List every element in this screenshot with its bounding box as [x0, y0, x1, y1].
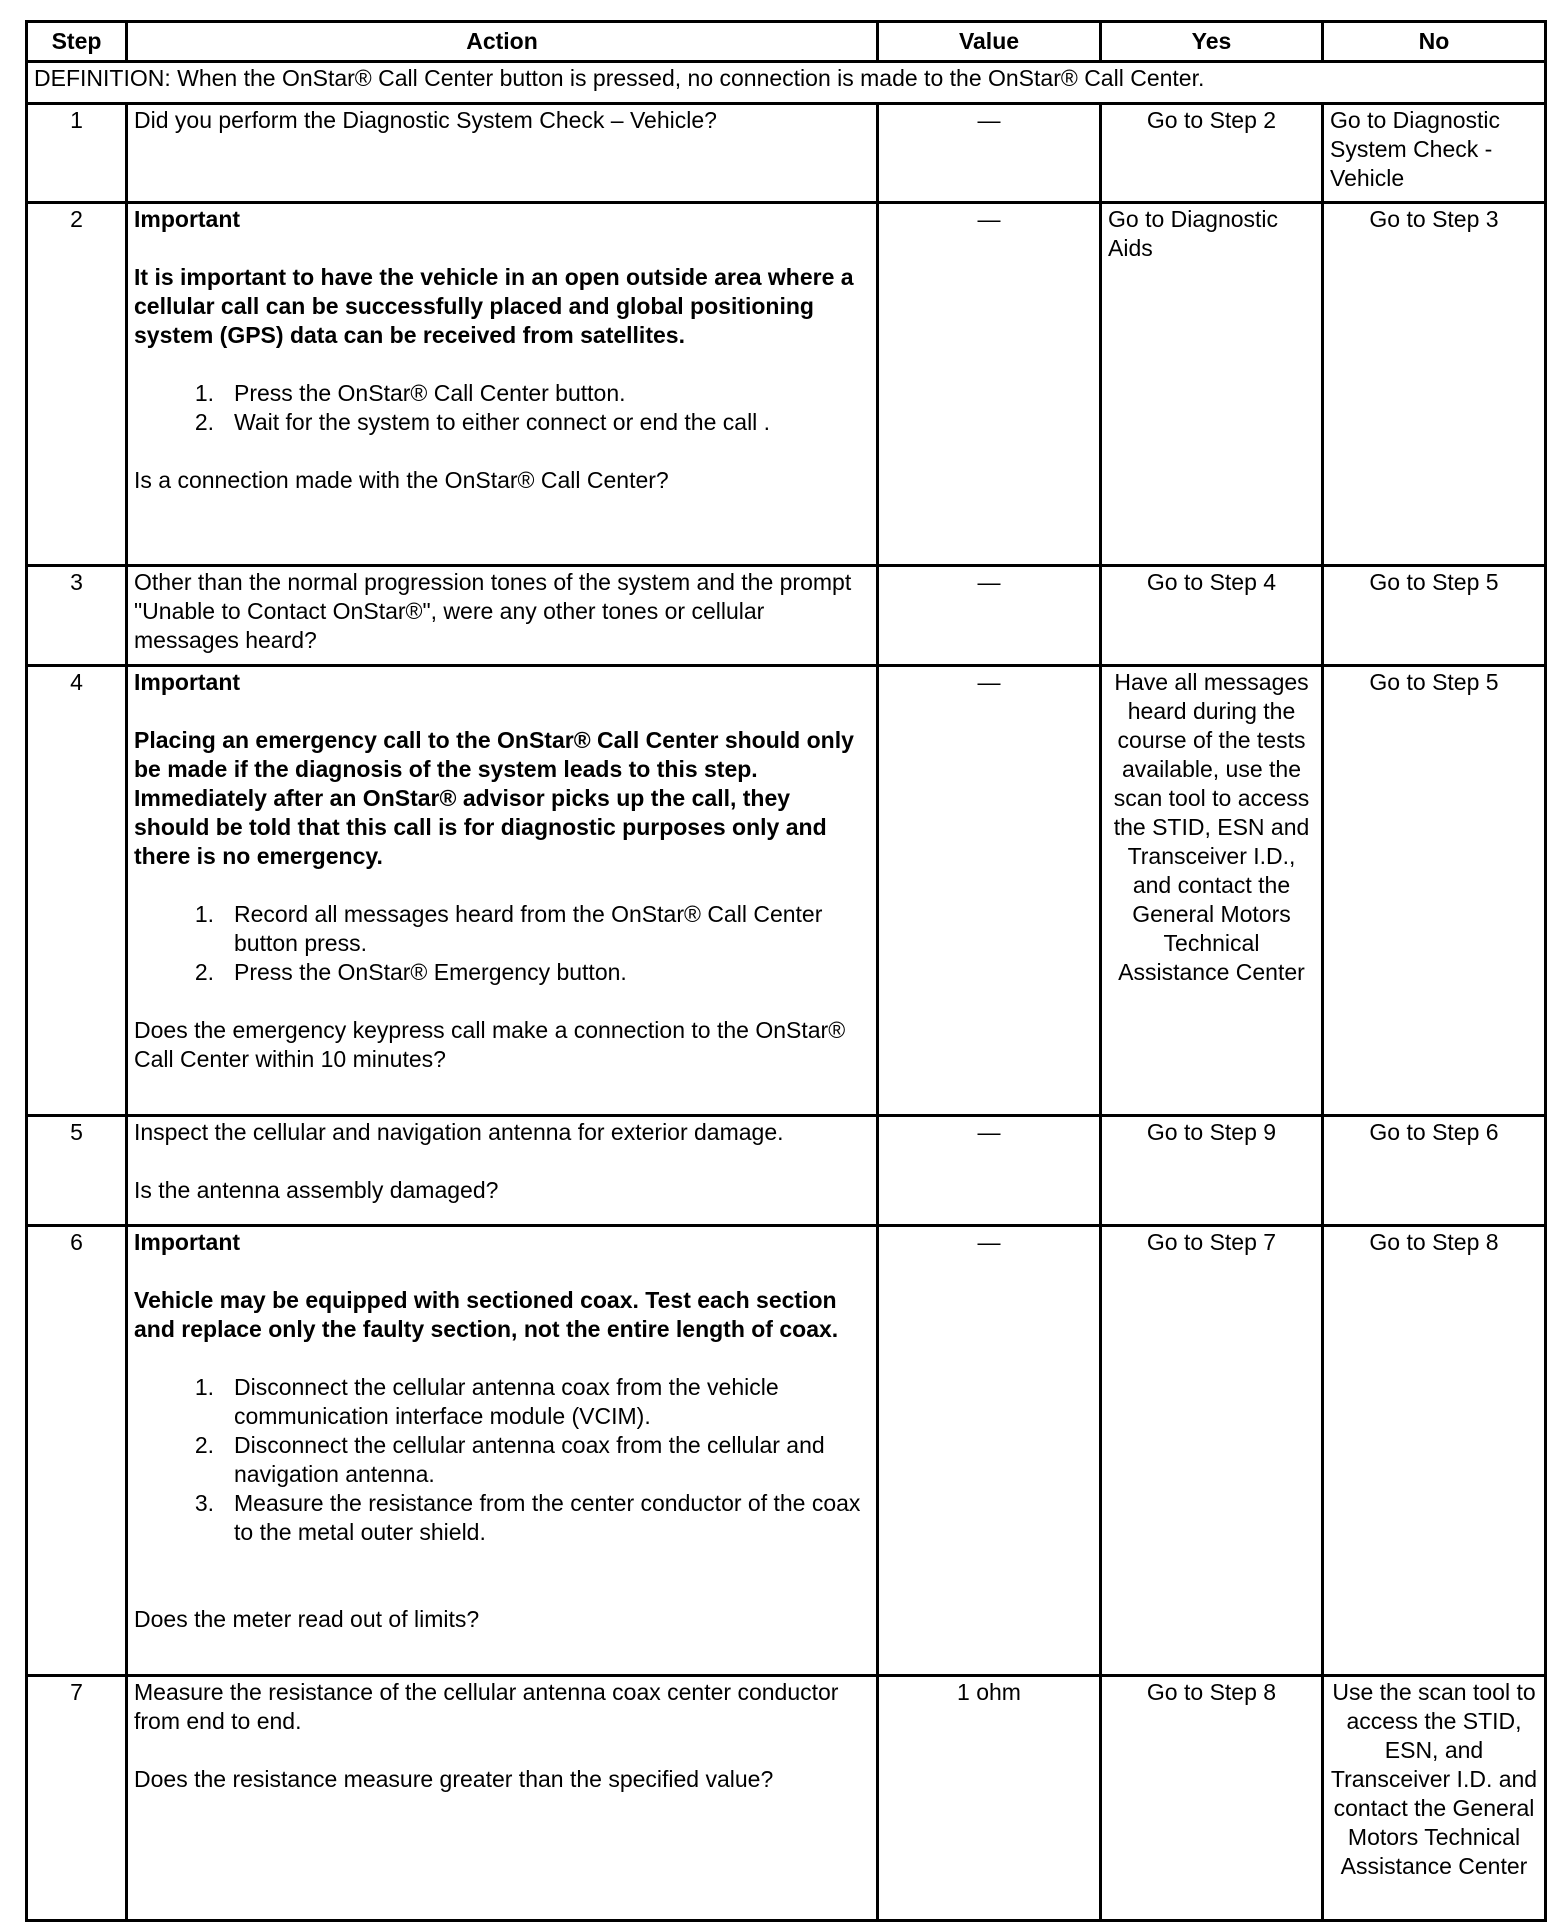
question-text: Is the antenna assembly damaged? [134, 1177, 499, 1203]
header-no: No [1323, 22, 1546, 62]
question-text: Other than the normal progression tones of the system and the prompt "Unable to Contact OnStar®", were any other tones or cellular messages heard? [134, 569, 852, 653]
table-row [27, 1676, 1546, 1921]
step-number: 6 [27, 1226, 127, 1676]
no-cell: Use the scan tool to access the STID, ESN, and Transceiver I.D. and contact the General Motors Technical Assistance Center [1323, 1676, 1546, 1921]
step-number: 7 [27, 1676, 127, 1921]
action-cell [127, 1116, 878, 1226]
no-cell: Go to Step 6 [1323, 1116, 1546, 1226]
action-text: Measure the resistance of the cellular antenna coax center conductor from end to end. [134, 1679, 839, 1734]
definition-row [27, 62, 1546, 104]
header-action: Action [127, 22, 878, 62]
table-row [27, 1116, 1546, 1226]
value-cell: — [878, 1226, 1101, 1676]
question-text: Does the emergency keypress call make a connection to the OnStar® Call Center within 10 minutes? [134, 1017, 846, 1072]
important-label: Important [134, 1229, 241, 1255]
table-row [27, 666, 1546, 1116]
no-cell: Go to Step 8 [1323, 1226, 1546, 1676]
no-cell: Go to Step 5 [1323, 666, 1546, 1116]
header-value: Value [878, 22, 1101, 62]
diagnostic-table [25, 20, 1547, 1922]
action-cell [127, 566, 878, 666]
important-text: Placing an emergency call to the OnStar® Call Center should only be made if the diagnosis of the system leads to this step. Immediately after an OnStar® advisor picks up the call, they should be told that this call is for diagnostic purposes only and there is no emergency. [134, 727, 854, 869]
important-text: Vehicle may be equipped with sectioned coax. Test each section and replace only the faulty section, not the entire length of coax. [134, 1287, 839, 1342]
value-cell: — [878, 666, 1101, 1116]
action-cell [127, 666, 878, 1116]
table-row [27, 203, 1546, 566]
step-number: 5 [27, 1116, 127, 1226]
procedure-list [134, 379, 870, 437]
value-cell: — [878, 203, 1101, 566]
yes-cell: Go to Step 9 [1101, 1116, 1323, 1226]
table-row [27, 104, 1546, 203]
action-cell [127, 203, 878, 566]
action-cell [127, 104, 878, 203]
question-text: Did you perform the Diagnostic System Check – Vehicle? [134, 107, 717, 133]
procedure-list [134, 900, 870, 987]
important-label: Important [134, 669, 241, 695]
step-number: 4 [27, 666, 127, 1116]
no-cell: Go to Step 3 [1323, 203, 1546, 566]
list-item: 2. Wait for the system to either connect or end the call . [194, 409, 771, 435]
no-cell: Go to Step 5 [1323, 566, 1546, 666]
list-item: 1. Press the OnStar® Call Center button. [194, 380, 626, 406]
question-text: Does the meter read out of limits? [134, 1606, 480, 1632]
yes-cell: Go to Step 7 [1101, 1226, 1323, 1676]
table-row [27, 1226, 1546, 1676]
step-number: 1 [27, 104, 127, 203]
yes-cell: Go to Step 4 [1101, 566, 1323, 666]
action-text: Inspect the cellular and navigation antenna for exterior damage. [134, 1119, 784, 1145]
yes-cell: Go to Step 2 [1101, 104, 1323, 203]
yes-cell: Go to Diagnostic Aids [1101, 203, 1323, 566]
diagnostic-document [25, 20, 1547, 1922]
important-label: Important [134, 206, 241, 232]
list-item: 1. Disconnect the cellular antenna coax from the vehicle communication interface module (VCIM). [194, 1374, 779, 1429]
header-row [27, 22, 1546, 62]
question-text: Does the resistance measure greater than the specified value? [134, 1766, 774, 1792]
question-text: Is a connection made with the OnStar® Call Center? [134, 467, 669, 493]
no-cell: Go to Diagnostic System Check - Vehicle [1323, 104, 1546, 203]
list-item: 2. Press the OnStar® Emergency button. [194, 959, 627, 985]
important-text: It is important to have the vehicle in an open outside area where a cellular call can be successfully placed and global positioning system (GPS) data can be received from satellites. [134, 264, 854, 348]
value-cell: 1 ohm [878, 1676, 1101, 1921]
procedure-list [134, 1373, 870, 1547]
value-cell: — [878, 104, 1101, 203]
header-yes: Yes [1101, 22, 1323, 62]
yes-cell: Go to Step 8 [1101, 1676, 1323, 1921]
step-number: 2 [27, 203, 127, 566]
value-cell: — [878, 1116, 1101, 1226]
list-item: 1. Record all messages heard from the OnStar® Call Center button press. [194, 901, 823, 956]
list-item: 3. Measure the resistance from the center conductor of the coax to the metal outer shield. [194, 1490, 861, 1545]
value-cell: — [878, 566, 1101, 666]
list-item: 2. Disconnect the cellular antenna coax from the cellular and navigation antenna. [194, 1432, 825, 1487]
header-step: Step [27, 22, 127, 62]
action-cell [127, 1676, 878, 1921]
yes-cell: Have all messages heard during the course of the tests available, use the scan tool to access the STID, ESN and Transceiver I.D., and contact the General Motors Technical Assistance Center [1101, 666, 1323, 1116]
action-cell [127, 1226, 878, 1676]
table-row [27, 566, 1546, 666]
step-number: 3 [27, 566, 127, 666]
definition-text: DEFINITION: When the OnStar® Call Center button is pressed, no connection is made to the OnStar® Call Center. [27, 62, 1546, 104]
